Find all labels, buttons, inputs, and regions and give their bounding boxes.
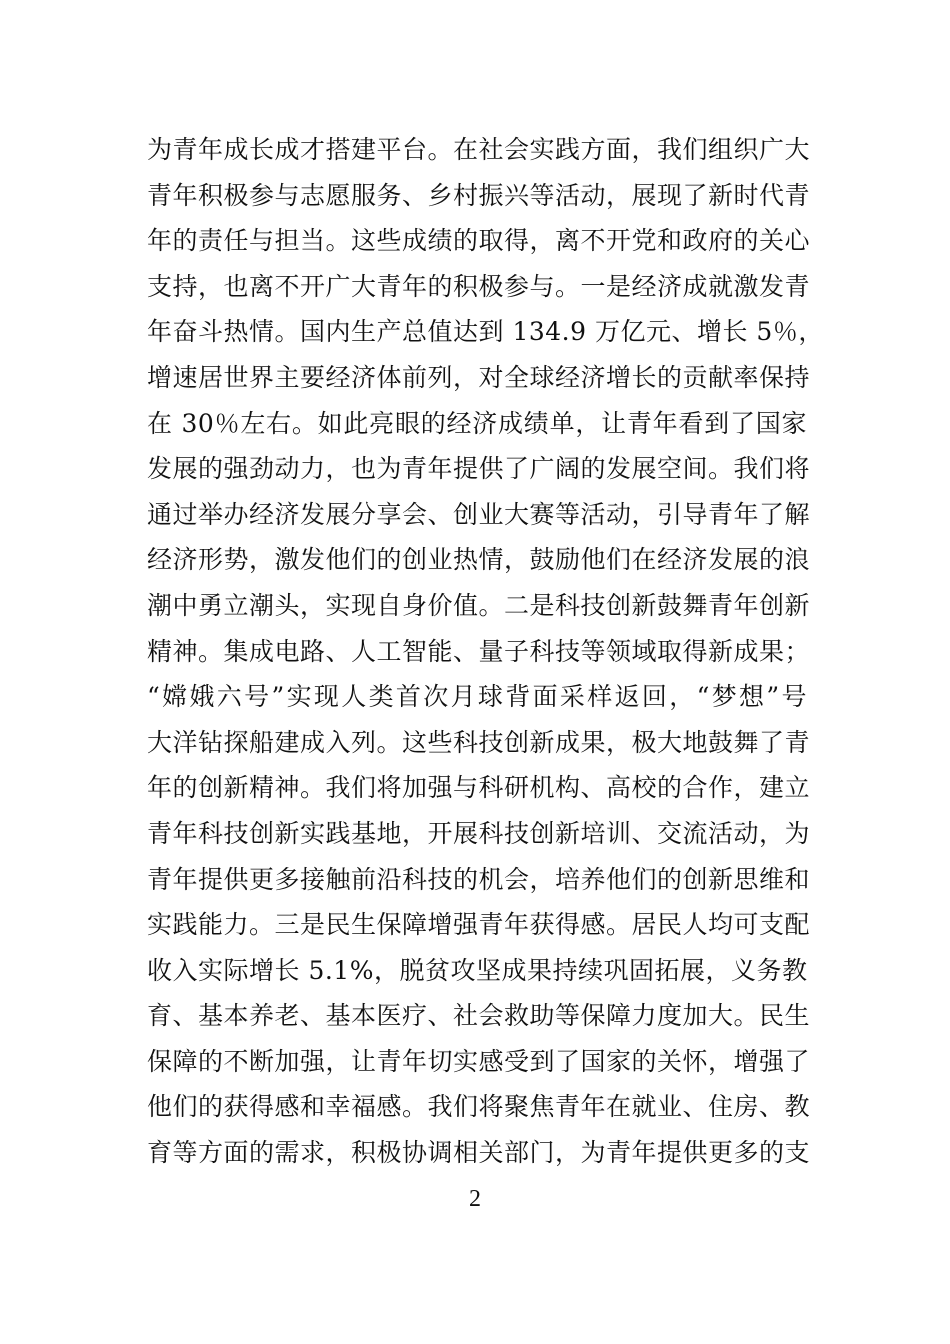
text-line: 年的责任与担当。这些成绩的取得，离不开党和政府的关心 [147, 226, 811, 256]
text-line: 通过举办经济发展分享会、创业大赛等活动，引导青年了解 [147, 499, 811, 529]
text-line: 支持，也离不开广大青年的积极参与。一是经济成就激发青 [147, 271, 811, 301]
body-text [147, 127, 824, 1176]
text-line: 青年积极参与志愿服务、乡村振兴等活动，展现了新时代青 [147, 180, 811, 210]
text-line: 育等方面的需求，积极协调相关部门，为青年提供更多的支 [147, 1138, 811, 1168]
text-line: 年的创新精神。我们将加强与科研机构、高校的合作，建立 [147, 773, 811, 803]
text-line: 经济形势，激发他们的创业热情，鼓励他们在经济发展的浪 [147, 545, 811, 575]
page-number: 2 [469, 1186, 481, 1212]
text-line: 发展的强劲动力，也为青年提供了广阔的发展空间。我们将 [147, 454, 811, 484]
text-line: 大洋钻探船建成入列。这些科技创新成果，极大地鼓舞了青 [147, 727, 811, 757]
text-line: 精神。集成电路、人工智能、量子科技等领域取得新成果； [147, 636, 811, 666]
text-line: 育、基本养老、基本医疗、社会救助等保障力度加大。民生 [147, 1001, 811, 1031]
text-line: 潮中勇立潮头，实现自身价值。二是科技创新鼓舞青年创新 [147, 590, 811, 620]
text-line: 他们的获得感和幸福感。我们将聚焦青年在就业、住房、教 [147, 1092, 811, 1122]
text-line: “嫦娥六号”实现人类首次月球背面采样返回，“梦想”号 [147, 682, 808, 712]
text-line: 在 30％左右。如此亮眼的经济成绩单，让青年看到了国家 [147, 408, 807, 438]
text-line: 收入实际增长 5.1%，脱贫攻坚成果持续巩固拓展，义务教 [147, 955, 808, 985]
text-line: 青年科技创新实践基地，开展科技创新培训、交流活动，为 [147, 818, 811, 848]
text-line: 年奋斗热情。国内生产总值达到 134.9 万亿元、增长 5％， [147, 317, 824, 347]
text-line: 青年提供更多接触前沿科技的机会，培养他们的创新思维和 [147, 864, 811, 894]
text-line: 实践能力。三是民生保障增强青年获得感。居民人均可支配 [147, 910, 811, 940]
text-line: 增速居世界主要经济体前列，对全球经济增长的贡献率保持 [147, 362, 811, 392]
text-line: 保障的不断加强，让青年切实感受到了国家的关怀，增强了 [147, 1046, 811, 1076]
text-line: 为青年成长成才搭建平台。在社会实践方面，我们组织广大 [147, 135, 811, 164]
